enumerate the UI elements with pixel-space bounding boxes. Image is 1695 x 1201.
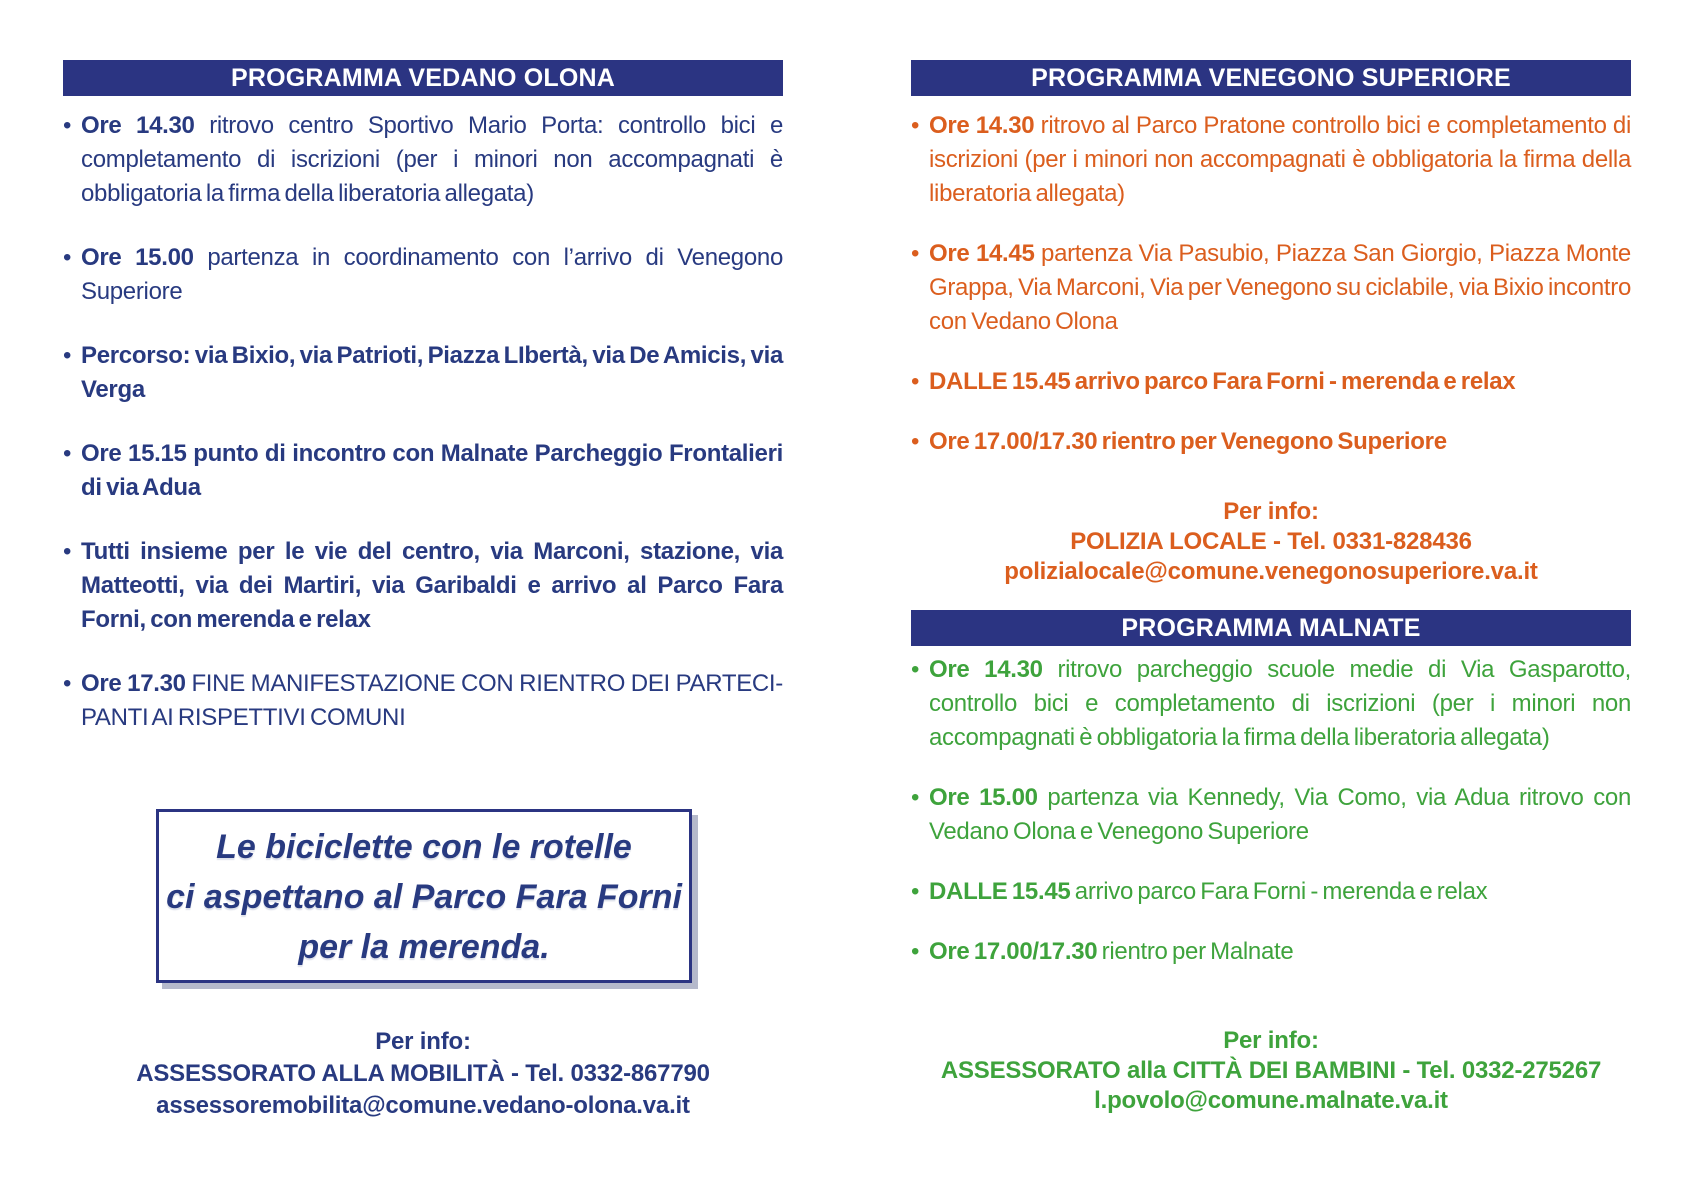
section-header-vedano-olona-label: PROGRAMMA VEDANO OLONA [230,64,616,92]
info-phone-line: ASSESSORATO alla CITTÀ DEI BAMBINI - Tel. 0332-275267 [940,1057,1602,1084]
section-header-malnate [911,610,1631,646]
vedano-bullet-4 [63,437,783,505]
bullet-lead: Ore 15.00 [929,784,1038,811]
section-header-malnate-label: PROGRAMMA MALNATE [1121,614,1421,642]
info-block-vedano [63,1026,783,1122]
info-block-malnate [911,1026,1631,1116]
venegono-bullet-1 [911,109,1631,211]
bullet-icon: • [911,428,920,455]
bullet-icon: • [911,240,920,267]
malnate-bullet-3 [911,875,1631,909]
vedano-bullet-6 [63,667,783,735]
info-email: l.povolo@comune.malnate.va.it [1094,1087,1448,1114]
bullet-lead: Ore 14.30 [929,656,1043,683]
bullet-lead: Ore 15.15 punto di incontro con Malnate Parcheggio Frontalieri di via Adua [81,440,783,501]
bullet-icon: • [911,938,920,965]
bullet-lead: Ore 17.30 [81,670,186,697]
info-title: Per info: [1223,1027,1319,1054]
bullet-lead: Ore 14.30 [929,112,1035,139]
bullet-text: ritrovo centro Sportivo Mario Porta: controllo bici e completamento di iscrizioni (per i minori non accompagnati è obbligatoria la firma della liberatoria allegata) [81,112,784,207]
bullet-lead: Ore 14.30 [81,112,195,139]
bullet-text: partenza via Kennedy, Via Como, via Adua ritrovo con Vedano Olona e Venegono Superiore [929,784,1632,845]
note-line-1: Le biciclette con le rotelle [216,828,632,866]
bullet-lead: Ore 15.00 [81,244,194,271]
info-title: Per info: [1223,498,1319,525]
bullet-text: arrivo parco Fara Forni - merenda e relax [1070,878,1488,905]
malnate-bullet-1 [911,653,1631,755]
bullet-icon: • [911,878,920,905]
venegono-bullet-4 [911,425,1631,459]
bullet-icon: • [911,656,920,683]
bullet-text: partenza in coordinamento con l’arrivo di Venegono Superiore [81,244,784,305]
info-email: assessoremobilita@comune.vedano-olona.va.it [156,1092,690,1119]
bullet-icon: • [63,440,72,467]
merenda-note-box [156,809,692,983]
section-header-venegono [911,60,1631,96]
bullet-icon: • [911,368,920,395]
vedano-bullet-3 [63,339,783,407]
bullet-lead: Percorso: via Bixio, via Patrioti, Piazza LIbertà, via De Amicis, via Verga [81,342,783,403]
vedano-bullet-1 [63,109,783,211]
info-title: Per info: [375,1028,471,1055]
info-email: polizialocale@comune.venegonosuperiore.va.it [1004,558,1538,585]
vedano-bullet-2 [63,241,783,309]
malnate-bullet-4 [911,935,1631,969]
bullet-lead: Ore 17.00/17.30 [929,938,1098,965]
info-block-venegono [911,497,1631,587]
venegono-bullet-2 [911,237,1631,339]
column-vedano-olona [63,60,783,1122]
bullet-icon: • [63,538,72,565]
bullet-text: partenza Via Pasubio, Piazza San Giorgio, Piazza Monte Grappa, Via Marconi, Via per Venegono su ciclabile, via Bixio incontro con Vedano Olona [929,240,1631,335]
bullet-lead: Ore 17.00/17.30 rientro per Venegono Superiore [929,428,1447,455]
info-phone-line: POLIZIA LOCALE - Tel. 0331-828436 [1070,528,1472,555]
bullet-lead: DALLE 15.45 arrivo parco Fara Forni - merenda e relax [929,368,1516,395]
bullet-text: rientro per Malnate [1097,938,1294,965]
bullet-icon: • [63,112,72,139]
bullet-text: FINE MANIFESTAZIONE CON RIENTRO DEI PARTECI-PANTI AI RISPETTIVI COMUNI [81,670,783,731]
bullet-lead: DALLE 15.45 [929,878,1071,905]
bullet-icon: • [63,342,72,369]
venegono-bullet-3 [911,365,1631,399]
section-header-vedano-olona [63,60,783,96]
info-phone-line: ASSESSORATO ALLA MOBILITÀ - Tel. 0332-867790 [136,1060,710,1087]
note-line-2: ci aspettano al Parco Fara Forni [166,878,682,916]
bullet-text: ritrovo al Parco Pratone controllo bici e completamento di iscrizioni (per i minori non accompagnati è obbligatoria la firma della liberatoria allegata) [929,112,1632,207]
bullet-lead: Ore 14.45 [929,240,1035,267]
bullet-icon: • [63,244,72,271]
bullet-text: ritrovo parcheggio scuole medie di Via Gasparotto, controllo bici e completamento di iscrizioni (per i minori non accompagnati è obbligatoria la firma della liberatoria allegata) [929,656,1631,751]
note-line-3: per la merenda. [298,928,550,966]
column-venegono-malnate [911,60,1631,1116]
bullet-icon: • [911,784,920,811]
section-header-venegono-label: PROGRAMMA VENEGONO SUPERIORE [1031,64,1511,92]
bullet-lead: Tutti insieme per le vie del centro, via Marconi, stazione, via Matteotti, via dei Martiri, via Garibaldi e arrivo al Parco Fara Forni, con merenda e relax [81,538,783,633]
bullet-icon: • [63,670,72,697]
bullet-icon: • [911,112,920,139]
malnate-bullet-2 [911,781,1631,849]
vedano-bullet-5 [63,535,783,637]
